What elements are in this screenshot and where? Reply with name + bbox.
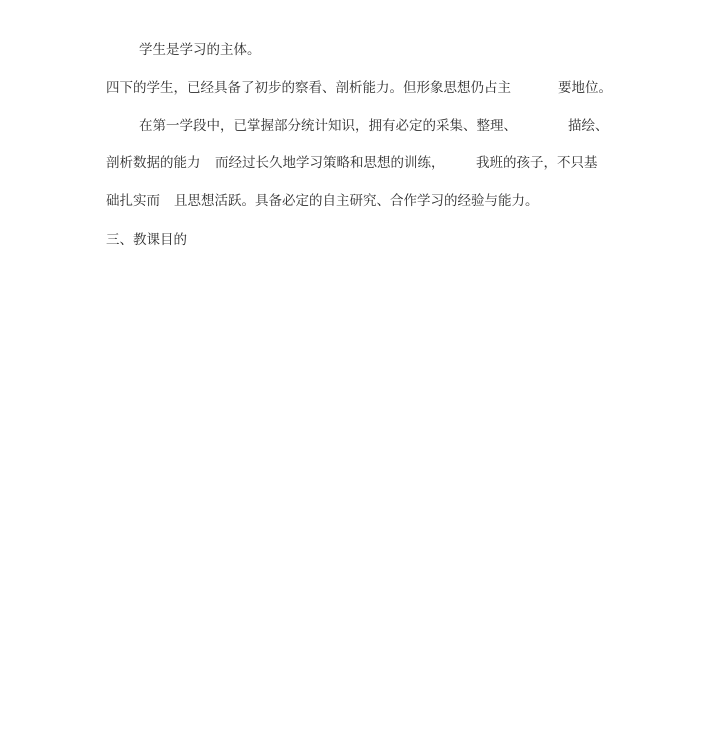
text-line: 四下的学生，已经具备了初步的察看、剖析能力。但形象思想仍占主 [106,80,511,96]
text-line: 剖析数据的能力 [106,155,201,171]
heading-teaching-objectives: 三、教课目的 [106,232,187,248]
paragraph-student-ability [0,77,720,99]
paragraph-prior-knowledge-line-2 [0,152,720,174]
text-line: 在第一学段中，已掌握部分统计知识，拥有必定的采集、整理、 [139,118,517,134]
section-heading [0,229,720,251]
text-line: 学生是学习的主体。 [139,42,261,58]
text-line-continuation: 而经过长久地学习策略和思想的训练， [215,155,445,171]
text-line-continuation: 我班的孩子，不只基 [476,155,598,171]
paragraph-prior-knowledge-line-3 [0,190,720,212]
text-line: 础扎实而 [106,193,160,209]
text-line-continuation: 描绘、 [568,118,609,134]
text-line-continuation: 且思想活跃。具备必定的自主研究、合作学习的经验与能力。 [174,193,539,209]
paragraph-student-subject [0,39,720,61]
paragraph-prior-knowledge-line-1 [0,115,720,137]
text-line-continuation: 要地位。 [558,80,612,96]
